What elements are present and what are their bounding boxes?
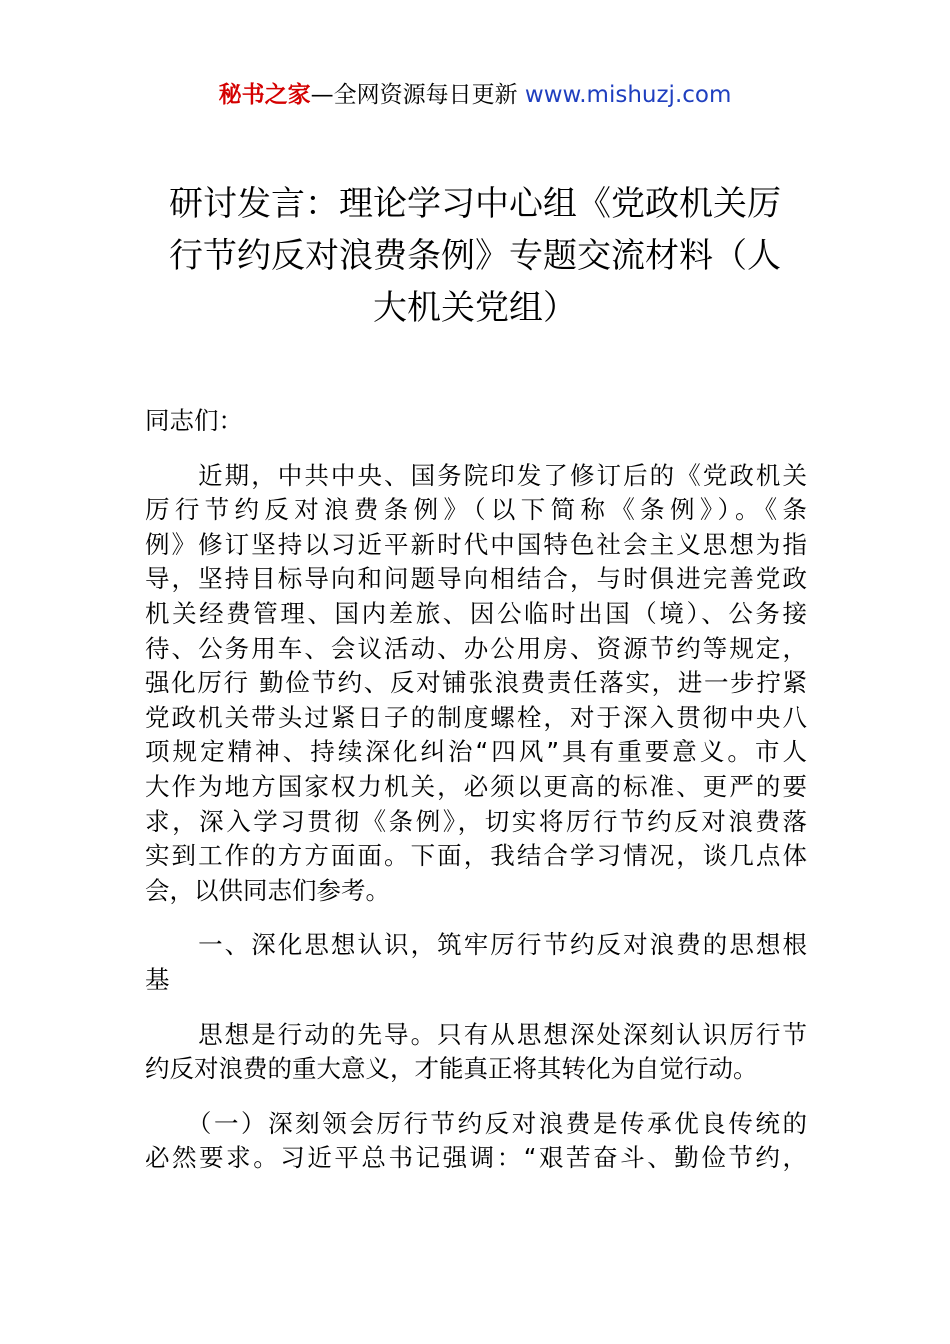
text-line: 实到工作的方方面面。下面，我结合学习情况，谈几点体 — [145, 841, 807, 871]
text-line: 项规定精神、持续深化纠治“四风”具有重要意义。市人 — [145, 737, 807, 767]
section-heading-1 — [145, 928, 807, 997]
text-line: 思想是行动的先导。只有从思想深处深刻认识厉行节 — [145, 1019, 807, 1049]
heading-line: 一、深化思想认识，筑牢厉行节约反对浪费的思想根 — [145, 930, 807, 960]
paragraph-thought — [145, 1018, 807, 1087]
text-line: 厉行节约反对浪费条例》（以下简称《条例》）。《条 — [145, 495, 807, 525]
text-line: 会，以供同志们参考。 — [145, 875, 390, 905]
text-line: 机关经费管理、国内差旅、因公临时出国（境）、公务接 — [145, 598, 807, 628]
salutation: 同志们： — [145, 406, 243, 435]
text-line: 近期，中共中央、国务院印发了修订后的《党政机关 — [145, 460, 807, 490]
text-line: 党政机关带头过紧日子的制度螺栓，对于深入贯彻中央八 — [145, 702, 807, 732]
text-line: 导，坚持目标导向和问题导向相结合，与时俱进完善党政 — [145, 564, 807, 594]
paragraph-subsection-1 — [145, 1107, 807, 1176]
header-tagline: —全网资源每日更新 — [310, 82, 525, 108]
text-line: 例》修订坚持以习近平新时代中国特色社会主义思想为指 — [145, 529, 807, 559]
paragraph-intro — [145, 459, 807, 909]
site-header — [0, 78, 950, 112]
document-body — [145, 404, 807, 1176]
brand-name: 秘书之家 — [218, 82, 311, 108]
text-line: 约反对浪费的重大意义，才能真正将其转化为自觉行动。 — [145, 1054, 758, 1084]
document-title — [140, 178, 810, 334]
title-line: 研讨发言：理论学习中心组《党政机关厉 — [169, 184, 781, 224]
title-line: 行节约反对浪费条例》专题交流材料（人 — [169, 236, 781, 276]
text-line: （一）深刻领会厉行节约反对浪费是传承优良传统的 — [145, 1108, 807, 1138]
text-line: 必然要求。习近平总书记强调：“艰苦奋斗、勤俭节约， — [145, 1143, 807, 1173]
text-line: 待、公务用车、会议活动、办公用房、资源节约等规定， — [145, 633, 807, 663]
text-line: 求，深入学习贯彻《条例》，切实将厉行节约反对浪费落 — [145, 806, 807, 836]
heading-line: 基 — [145, 964, 170, 994]
text-line: 强化厉行 勤俭节约、反对铺张浪费责任落实，进一步拧紧 — [145, 668, 807, 698]
site-url-link[interactable]: www.mishuzj.com — [524, 82, 732, 108]
title-line: 大机关党组） — [373, 288, 577, 328]
text-line: 大作为地方国家权力机关，必须以更高的标准、更严的要 — [145, 771, 807, 801]
